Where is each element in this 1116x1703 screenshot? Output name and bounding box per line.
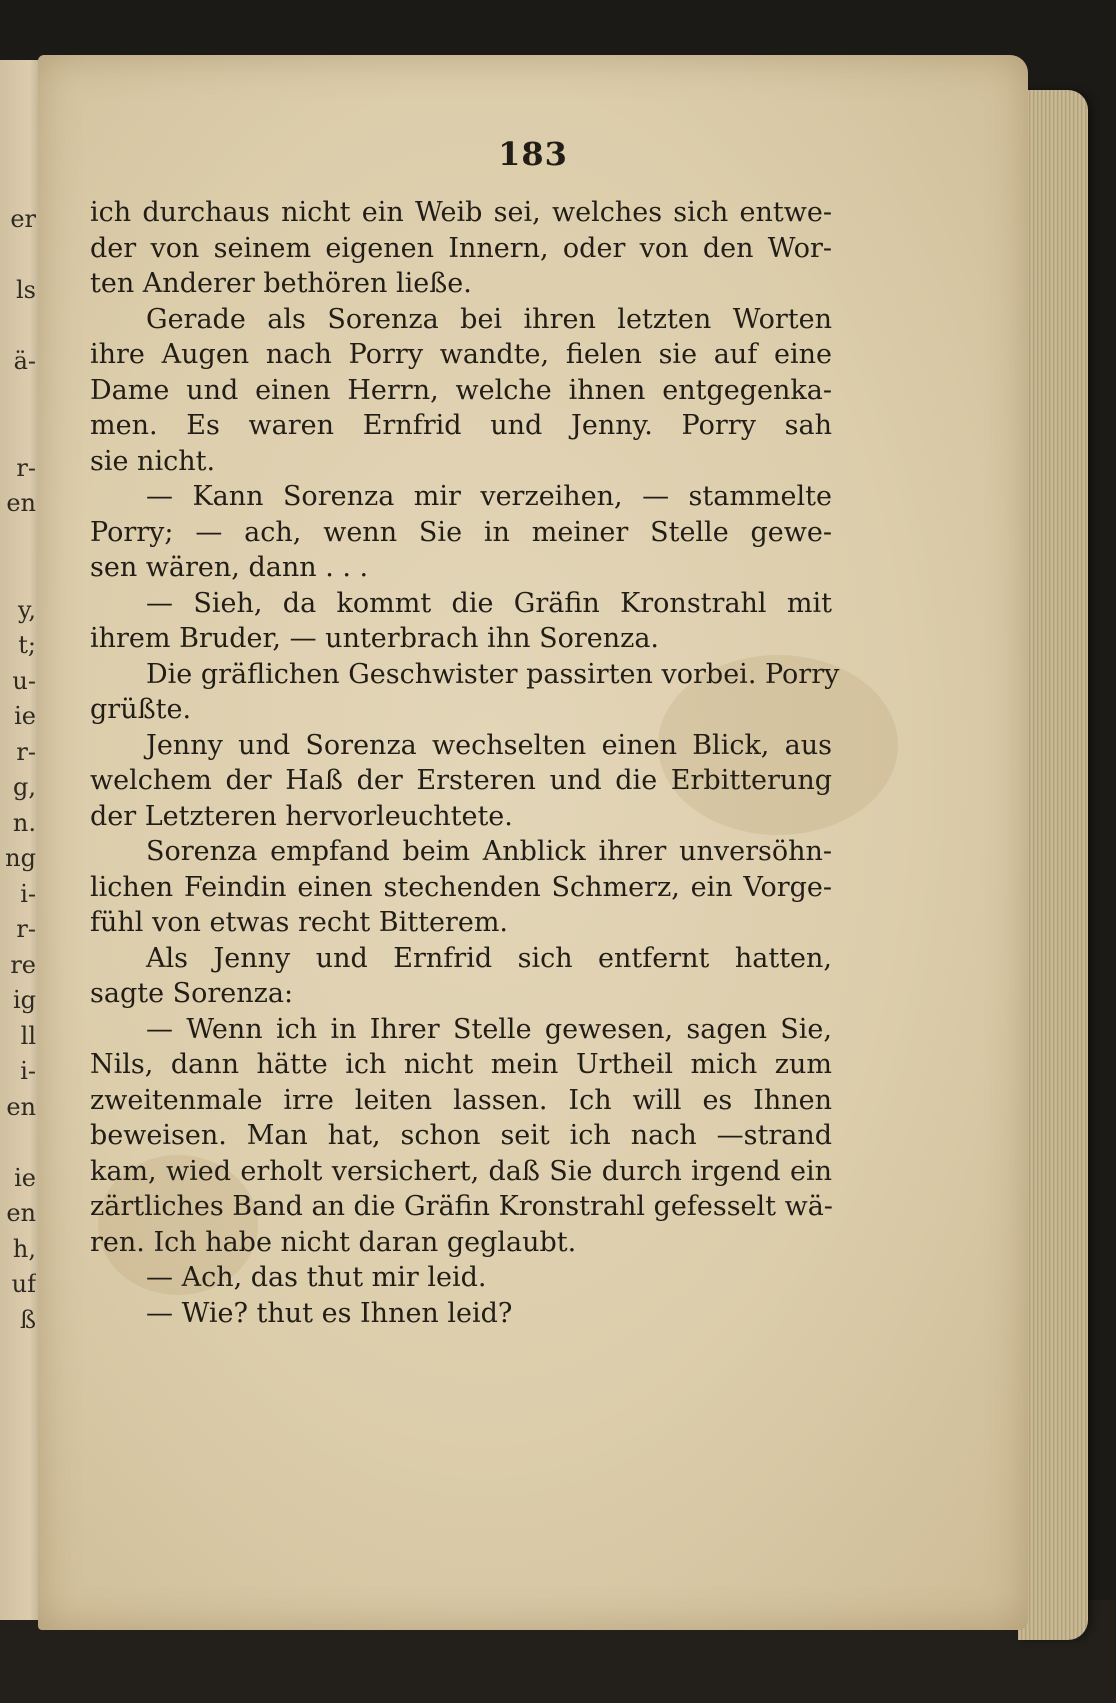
text-line: ren. Ich habe nicht daran geglaubt. [90,1226,577,1258]
page-number: 183 [498,135,568,173]
text-line: Jenny und Sorenza wechselten einen Blick, aus [146,729,832,761]
text-line: Sorenza empfand beim Anblick ihrer unversöhn- [146,836,832,867]
text-line: beweisen. Man hat, schon seit ich nach —strand [90,1120,832,1151]
left-page-fragment: i- [20,1057,36,1085]
left-page-fragment: r- [16,453,36,482]
left-page-fragment: ß [19,1305,36,1334]
text-line: kam, wied erholt versichert, daß Sie durch irgend ein [90,1155,832,1187]
text-line: Gerade als Sorenza bei ihren letzten Worten [146,303,832,335]
left-page-fragment: r- [16,915,36,943]
text-line: ihre Augen nach Porry wandte, fielen sie auf eine [90,339,832,370]
left-page-fragment: u- [12,666,36,695]
text-line: Dame und einen Herrn, welche ihnen entgegenka- [90,374,832,406]
left-page-fragment: ll [20,1021,36,1050]
page-stack-edge [1018,90,1088,1640]
text-line: grüßte. [90,694,192,725]
left-page-fragment: ie [14,702,36,730]
text-line: der Letzteren hervorleuchtete. [90,800,513,832]
text-line: ich durchaus nicht ein Weib sei, welches sich entwe- [90,197,832,228]
text-line: ten Anderer bethören ließe. [90,268,472,299]
left-page-fragment: h, [12,1234,36,1263]
text-line: Als Jenny und Ernfrid sich entfernt hatten, [146,942,832,974]
text-line: ihrem Bruder, — unterbrach ihn Sorenza. [90,623,660,654]
text-line: zweitenmale irre leiten lassen. Ich will es Ihnen [90,1084,832,1116]
text-line: Porry; — ach, wenn Sie in meiner Stelle gewe- [90,516,832,548]
text-line: zärtliches Band an die Gräfin Kronstrahl gefesselt wä- [90,1191,833,1222]
text-line: sagte Sorenza: [90,978,294,1009]
text-line: — Wenn ich in Ihrer Stelle gewesen, sagen Sie, [146,1013,832,1045]
text-line: — Wie? thut es Ihnen leid? [146,1297,513,1329]
left-page-fragment: i- [20,879,36,908]
text-line: — Kann Sorenza mir verzeihen, — stammelte [146,481,832,512]
left-page-fragment: ig [12,986,36,1014]
left-page-fragment: g, [13,773,36,801]
text-line: lichen Feindin einen stechenden Schmerz, ein Vorge- [90,871,832,903]
left-page-fragment: ä- [13,347,36,375]
book-page [38,55,1028,1630]
text-line: men. Es waren Ernfrid und Jenny. Porry sah [90,410,832,441]
text-line: Nils, dann hätte ich nicht mein Urtheil mich zum [90,1049,832,1080]
left-page-fragment: ng [5,844,36,872]
left-page-fragment: en [6,1092,36,1121]
text-line: — Ach, das thut mir leid. [146,1262,487,1293]
text-line: fühl von etwas recht Bitterem. [90,907,508,938]
left-page-fragment: t; [18,631,36,659]
left-page-fragment: re [10,950,36,979]
left-page-fragment: n. [12,808,36,837]
text-line: sen wären, dann . . . [90,552,369,583]
left-page-fragment: r- [16,737,36,766]
left-page-fragment: en [6,1199,36,1227]
left-page-fragment: ie [14,1163,36,1192]
body-text [90,195,840,1331]
left-page-fragment: uf [11,1270,36,1298]
left-page-fragment: en [6,489,36,517]
text-line: sie nicht. [90,445,216,477]
left-page-fragment: y, [18,595,36,624]
text-line: der von seinem eigenen Innern, oder von den Wor- [90,232,832,264]
text-line: — Sieh, da kommt die Gräfin Kronstrahl mit [146,587,832,619]
left-page-fragment: ls [16,276,36,304]
text-line: Die gräflichen Geschwister passirten vorbei. Porry [146,658,840,690]
left-page-fragment: er [10,205,36,233]
text-line: welchem der Haß der Ersteren und die Erbitterung [90,765,832,796]
